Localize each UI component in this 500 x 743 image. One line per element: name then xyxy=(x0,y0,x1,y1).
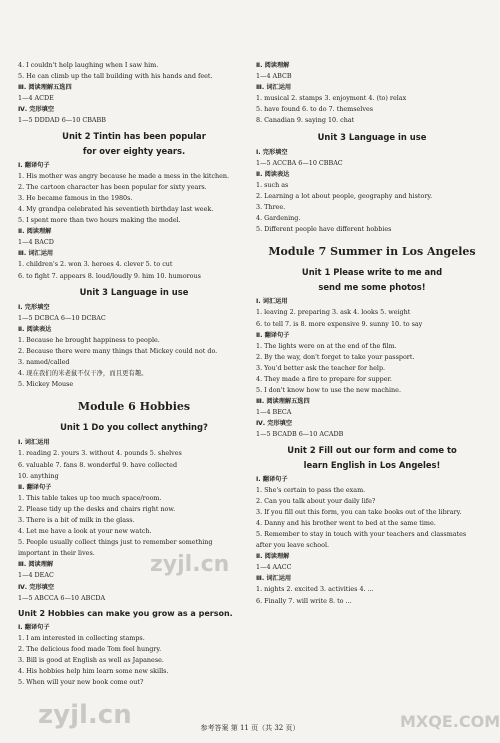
answer-line: 4. 现在我们的米老鼠不仅干净，而且更有趣。 xyxy=(18,369,148,378)
unit-title: Unit 3 Language in use xyxy=(79,286,189,297)
answer-line: 5. Mickey Mouse xyxy=(18,380,74,389)
answer-line: 4. Gardening. xyxy=(256,214,301,223)
answer-line: 1. I am interested in collecting stamps. xyxy=(18,633,145,642)
answer-line: 2. The delicious food made Tom feel hungry. xyxy=(18,644,162,653)
section-heading: Ⅰ. 完形填空 xyxy=(256,148,288,156)
section-heading: Ⅱ. 阅读表达 xyxy=(256,170,290,178)
watermark-bottom-left: zyjl.cn xyxy=(38,700,132,730)
answer-line: 5. Different people have different hobbies xyxy=(256,225,392,234)
answer-line: 1—4 DEAC xyxy=(18,571,54,580)
section-heading: Ⅲ. 词汇运用 xyxy=(256,84,292,92)
answer-line: 6. to tell 7. is 8. more expensive 9. sunny 10. to say xyxy=(256,319,423,328)
answer-line: 1. reading 2. yours 3. without 4. pounds 5. shelves xyxy=(18,449,182,458)
section-heading: Ⅰ. 词汇运用 xyxy=(18,439,50,447)
watermark-center: zyjl.cn xyxy=(150,552,230,577)
answer-line: 2. Learning a lot about people, geography and history. xyxy=(256,191,433,200)
unit-title: Unit 2 Tintin has been popular xyxy=(62,130,206,141)
section-heading: Ⅰ. 完形填空 xyxy=(18,303,50,311)
unit-title-continued: for over eighty years. xyxy=(82,145,186,156)
unit-title: Unit 2 Hobbies can make you grow as a person. xyxy=(18,608,233,618)
unit-title: Unit 2 Fill out our form and come to xyxy=(287,444,457,455)
answer-line: 1—4 ABCB xyxy=(256,72,292,81)
answer-line: 5. Remember to stay in touch with your teachers and classmates xyxy=(256,530,467,538)
answer-line: 6. valuable 7. fans 8. wonderful 9. have collected xyxy=(18,460,178,469)
section-heading: Ⅰ. 词汇运用 xyxy=(256,298,288,306)
answer-line: 3. named/called xyxy=(18,358,70,367)
answer-line: 3. He became famous in the 1980s. xyxy=(18,193,133,202)
answer-line: 4. They made a fire to prepare for supper. xyxy=(256,374,392,383)
section-heading: Ⅱ. 翻译句子 xyxy=(256,331,290,339)
answer-line: 1—5 DDDAD 6—10 CBABB xyxy=(18,116,106,125)
answer-line: 1—5 ABCCA 6—10 ABCDA xyxy=(18,593,106,602)
answer-line: 3. You'd better ask the teacher for help. xyxy=(256,363,386,372)
section-heading: Ⅳ. 完形填空 xyxy=(18,583,55,591)
answer-line: 4. His hobbies help him learn some new skills. xyxy=(18,667,169,676)
unit-title-continued: send me some photos! xyxy=(318,282,426,293)
answer-line: 3. If you fill out this form, you can take books out of the library. xyxy=(256,507,462,516)
answer-line: 1. leaving 2. preparing 3. ask 4. looks 5. weight xyxy=(256,308,411,317)
section-heading: Ⅲ. 词汇运用 xyxy=(18,250,54,258)
answer-line: 2. Please tidy up the desks and chairs right now. xyxy=(18,504,176,513)
answer-line: 1. nights 2. excited 3. activities 4. ... xyxy=(256,585,374,594)
right-column xyxy=(256,60,488,607)
module-title: Module 6 Hobbies xyxy=(77,400,191,414)
answer-line: 4. I couldn't help laughing when I saw him. xyxy=(18,61,159,69)
answer-line: 2. Because there were many things that Mickey could not do. xyxy=(18,346,218,355)
section-heading: Ⅱ. 阅读表达 xyxy=(18,325,52,333)
answer-line: after you leave school. xyxy=(256,541,330,550)
unit-title-continued: learn English in Los Angeles! xyxy=(303,459,441,470)
answer-line: 1—4 ACDE xyxy=(18,94,54,103)
section-heading: Ⅱ. 阅读理解 xyxy=(18,228,52,236)
answer-line: 2. By the way, don't forget to take your passport. xyxy=(256,352,415,361)
page-footer: 参考答案 第 11 页（共 32 页） xyxy=(200,724,300,732)
section-heading: Ⅲ. 阅读理解五选四 xyxy=(18,84,72,92)
answer-line: 5. People usually collect things just to remember something xyxy=(18,538,213,547)
section-heading: Ⅳ. 完形填空 xyxy=(256,420,293,428)
answer-line: 1—4 AACC xyxy=(256,563,292,572)
answer-line: 1—5 ACCBA 6—10 CBBAC xyxy=(256,158,343,167)
section-heading: Ⅲ. 阅读理解 xyxy=(18,561,54,569)
answer-line: 6. Finally 7. will write 8. to ... xyxy=(256,596,352,605)
answer-line: 1. such as xyxy=(256,180,289,189)
answer-line: 1—4 BACD xyxy=(18,238,54,247)
answer-line: 3. There is a bit of milk in the glass. xyxy=(18,516,135,524)
answer-line: important in their lives. xyxy=(18,549,95,558)
answer-line: 5. have found 6. to do 7. themselves xyxy=(256,105,374,114)
answer-line: 2. The cartoon character has been popular for sixty years. xyxy=(18,182,207,191)
answer-line: 4. Let me have a look at your new watch. xyxy=(18,527,152,536)
answer-line: 10. anything xyxy=(18,471,59,480)
section-heading: Ⅱ. 翻译句子 xyxy=(18,483,52,491)
answer-line: 1—4 BECA xyxy=(256,408,292,417)
module-title: Module 7 Summer in Los Angeles xyxy=(268,245,476,259)
section-heading: Ⅱ. 阅读理解 xyxy=(256,62,290,69)
answer-line: 2. Can you talk about your daily life? xyxy=(256,496,376,505)
answer-line: 1—5 DCBCA 6—10 DCBAC xyxy=(18,313,106,322)
answer-line: 4. My grandpa celebrated his seventieth birthday last week. xyxy=(18,204,214,213)
section-heading: Ⅱ. 阅读理解 xyxy=(256,553,290,561)
answer-line: 3. Three. xyxy=(256,203,286,212)
answer-line: 4. Danny and his brother went to bed at the same time. xyxy=(256,518,436,527)
answer-line: 1. Because he brought happiness to people. xyxy=(18,335,160,344)
answer-line: 5. I spent more than two hours making the model. xyxy=(18,216,181,225)
watermark-bottom-right: MXQE.COM xyxy=(400,712,500,731)
left-column xyxy=(18,60,250,688)
answer-line: 5. I don't know how to use the new machine. xyxy=(256,386,401,395)
answer-line: 1. She's certain to pass the exam. xyxy=(256,485,366,494)
section-heading: Ⅲ. 词汇运用 xyxy=(256,575,292,583)
section-heading: Ⅰ. 翻译句子 xyxy=(18,623,50,631)
answer-line: 8. Canadian 9. saying 10. chat xyxy=(256,116,355,125)
answer-line: 1. The lights were on at the end of the film. xyxy=(256,341,397,350)
section-heading: Ⅳ. 完形填空 xyxy=(18,106,55,114)
unit-title: Unit 1 Do you collect anything? xyxy=(60,422,208,433)
unit-title: Unit 3 Language in use xyxy=(317,131,427,142)
answer-line: 1—5 BCADB 6—10 ACADB xyxy=(256,430,344,439)
answer-line: 1. His mother was angry because he made a mess in the kitchen. xyxy=(18,171,230,180)
answer-line: 6. to fight 7. appears 8. loud/loudly 9. him 10. humorous xyxy=(18,271,201,280)
section-heading: Ⅲ. 阅读理解五选四 xyxy=(256,398,310,406)
answer-line: 5. He can climb up the tall building with his hands and feet. xyxy=(18,72,213,81)
answer-line: 3. Bill is good at English as well as Japanese. xyxy=(18,656,164,665)
section-heading: Ⅰ. 翻译句子 xyxy=(256,475,288,483)
answer-line: 5. When will your new book come out? xyxy=(18,678,144,687)
section-heading: Ⅰ. 翻译句子 xyxy=(18,161,50,169)
answer-line: 1. musical 2. stamps 3. enjoyment 4. (to) relax xyxy=(256,94,407,103)
answer-line: 1. This table takes up too much space/room. xyxy=(18,493,162,502)
unit-title: Unit 1 Please write to me and xyxy=(301,267,443,278)
answer-line: 1. children's 2. won 3. heroes 4. clever 5. to cut xyxy=(18,260,173,269)
